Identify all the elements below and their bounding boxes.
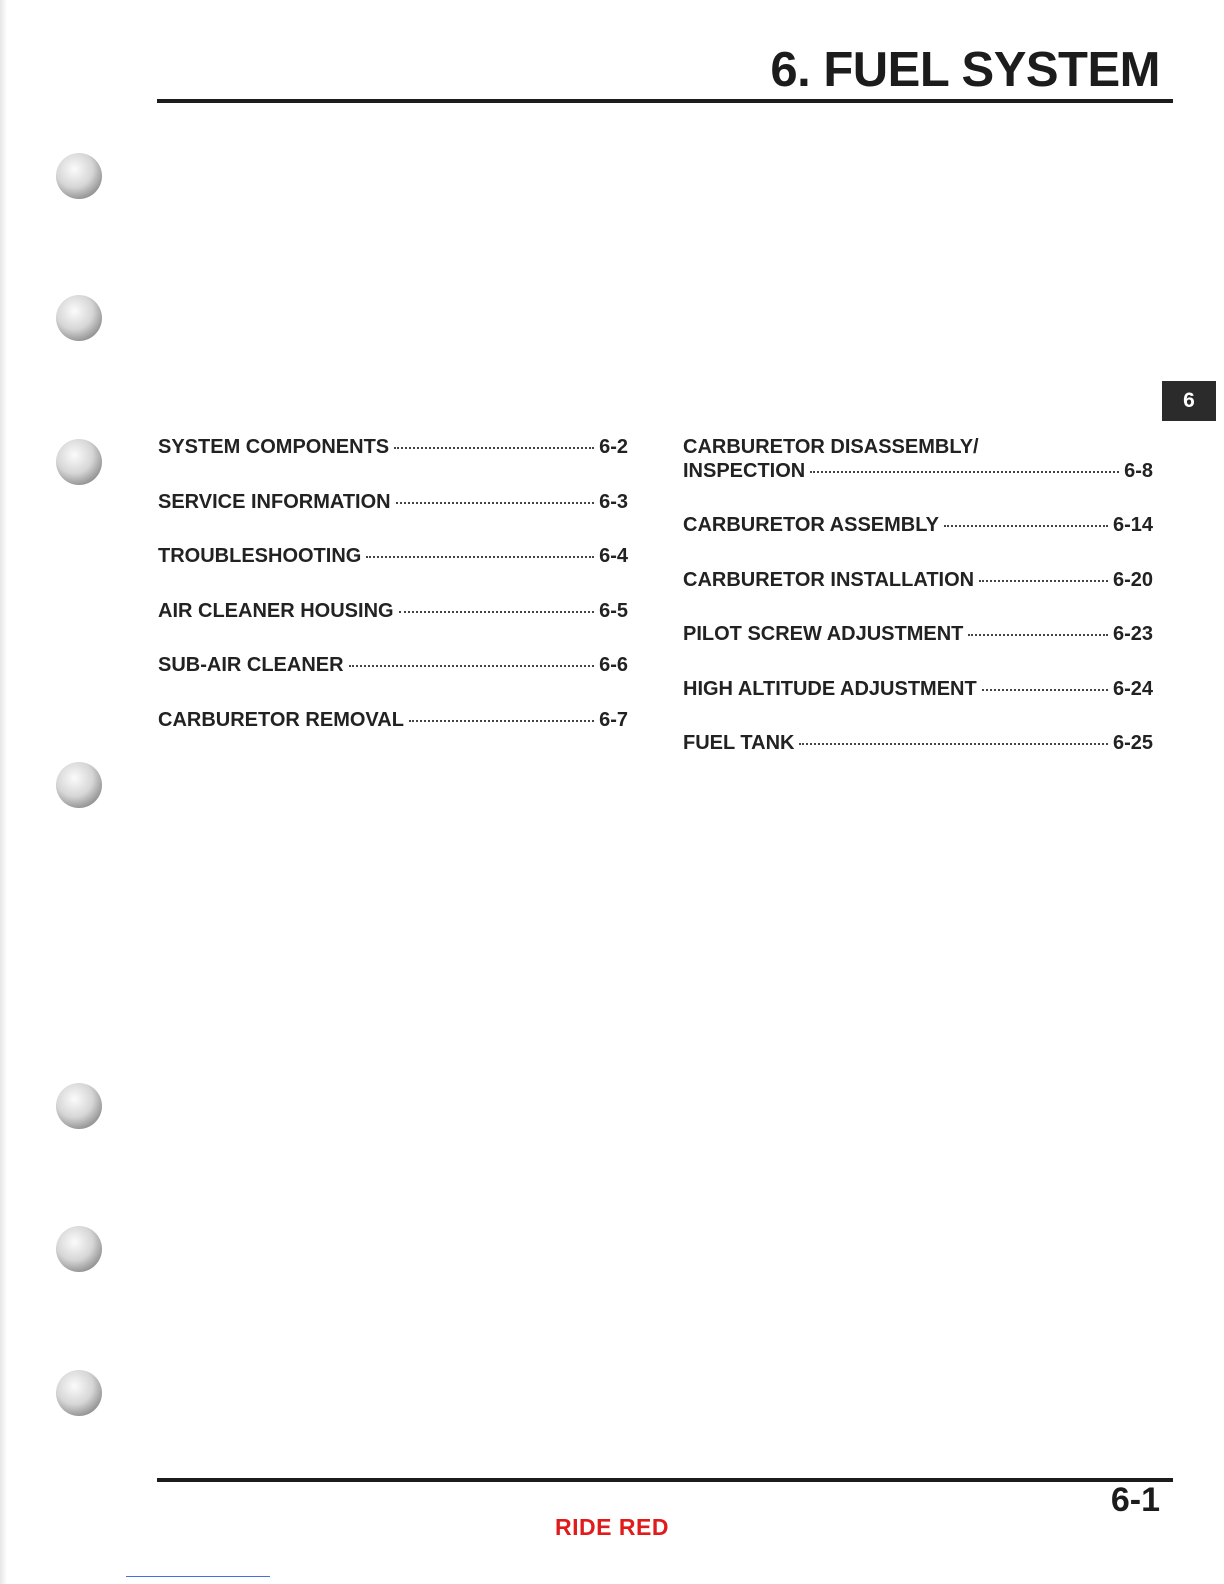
- toc-entry[interactable]: [158, 709, 628, 764]
- dot-leader: [399, 611, 595, 613]
- toc-entry-title: PILOT SCREW ADJUSTMENT: [683, 623, 964, 645]
- toc-entry-title: FUEL TANK: [683, 732, 795, 754]
- dot-leader: [982, 689, 1108, 691]
- toc-entry-page: 6-24: [1112, 677, 1153, 700]
- toc-entry-page: 6-6: [599, 654, 628, 676]
- toc-entry-page: 6-4: [599, 545, 628, 567]
- toc-entry[interactable]: [683, 678, 1153, 733]
- dot-leader: [366, 556, 594, 558]
- toc-entry[interactable]: [158, 600, 628, 655]
- binder-hole: [56, 153, 102, 199]
- binder-hole: [56, 295, 102, 341]
- toc-entry[interactable]: [683, 623, 1153, 678]
- toc-right-column: [683, 436, 1153, 787]
- header-rule: [157, 99, 1173, 103]
- binder-hole: [56, 1226, 102, 1272]
- toc-entry-page: 6-7: [599, 708, 628, 731]
- toc-entry[interactable]: [158, 545, 628, 600]
- dot-leader: [349, 665, 595, 667]
- page-left-edge: [0, 0, 7, 1584]
- toc-entry[interactable]: [683, 514, 1153, 569]
- toc-entry[interactable]: [683, 732, 1153, 787]
- toc-entry-page: 6-25: [1112, 732, 1153, 754]
- toc-entry-title: CARBURETOR REMOVAL: [158, 708, 404, 731]
- toc-entry-title: HIGH ALTITUDE ADJUSTMENT: [683, 677, 977, 700]
- toc-entry-page: 6-14: [1112, 514, 1153, 536]
- toc-entry-page: 6-5: [599, 599, 628, 622]
- dot-leader: [396, 502, 594, 504]
- dot-leader: [810, 471, 1119, 473]
- footer-logo: RIDE RED: [555, 1514, 669, 1540]
- binder-hole: [56, 1370, 102, 1416]
- toc-entry[interactable]: [158, 436, 628, 491]
- footer-rule: [157, 1478, 1173, 1482]
- toc-entry-page: 6-3: [599, 490, 628, 513]
- section-tab[interactable]: 6: [1162, 381, 1216, 421]
- chapter-title: 6. FUEL SYSTEM: [770, 43, 1160, 97]
- toc-entry-title: CARBURETOR ASSEMBLY: [683, 514, 939, 536]
- toc-entry[interactable]: [158, 654, 628, 709]
- dot-leader: [409, 720, 594, 722]
- dot-leader: [799, 743, 1107, 745]
- toc-entry[interactable]: [683, 436, 1153, 514]
- binder-hole: [56, 439, 102, 485]
- page-number: 6-1: [1110, 1481, 1160, 1519]
- toc-entry-title-line2: INSPECTION: [683, 460, 806, 482]
- toc-entry-page: 6-2: [599, 436, 628, 458]
- toc-left-column: [158, 436, 628, 763]
- toc-entry[interactable]: [158, 491, 628, 546]
- toc-entry-title-line1: CARBURETOR DISASSEMBLY/: [683, 436, 979, 458]
- toc-entry-title: SERVICE INFORMATION: [158, 490, 391, 513]
- toc-entry-title: SUB-AIR CLEANER: [158, 654, 344, 676]
- binder-hole: [56, 1083, 102, 1129]
- toc-entry-page: 6-8: [1124, 460, 1153, 482]
- toc-entry-title: AIR CLEANER HOUSING: [158, 599, 394, 622]
- toc-entry-title: TROUBLESHOOTING: [158, 545, 362, 567]
- dot-leader: [979, 580, 1108, 582]
- toc-entry-page: 6-20: [1112, 568, 1153, 591]
- toc-entry[interactable]: [683, 569, 1153, 624]
- dot-leader: [944, 525, 1108, 527]
- toc-entry-title: CARBURETOR INSTALLATION: [683, 568, 975, 591]
- dot-leader: [968, 634, 1108, 636]
- binder-hole: [56, 762, 102, 808]
- toc-entry-page: 6-23: [1112, 623, 1153, 645]
- bottom-link-underline: [126, 1576, 270, 1577]
- dot-leader: [394, 447, 594, 449]
- toc-entry-title: SYSTEM COMPONENTS: [158, 436, 390, 458]
